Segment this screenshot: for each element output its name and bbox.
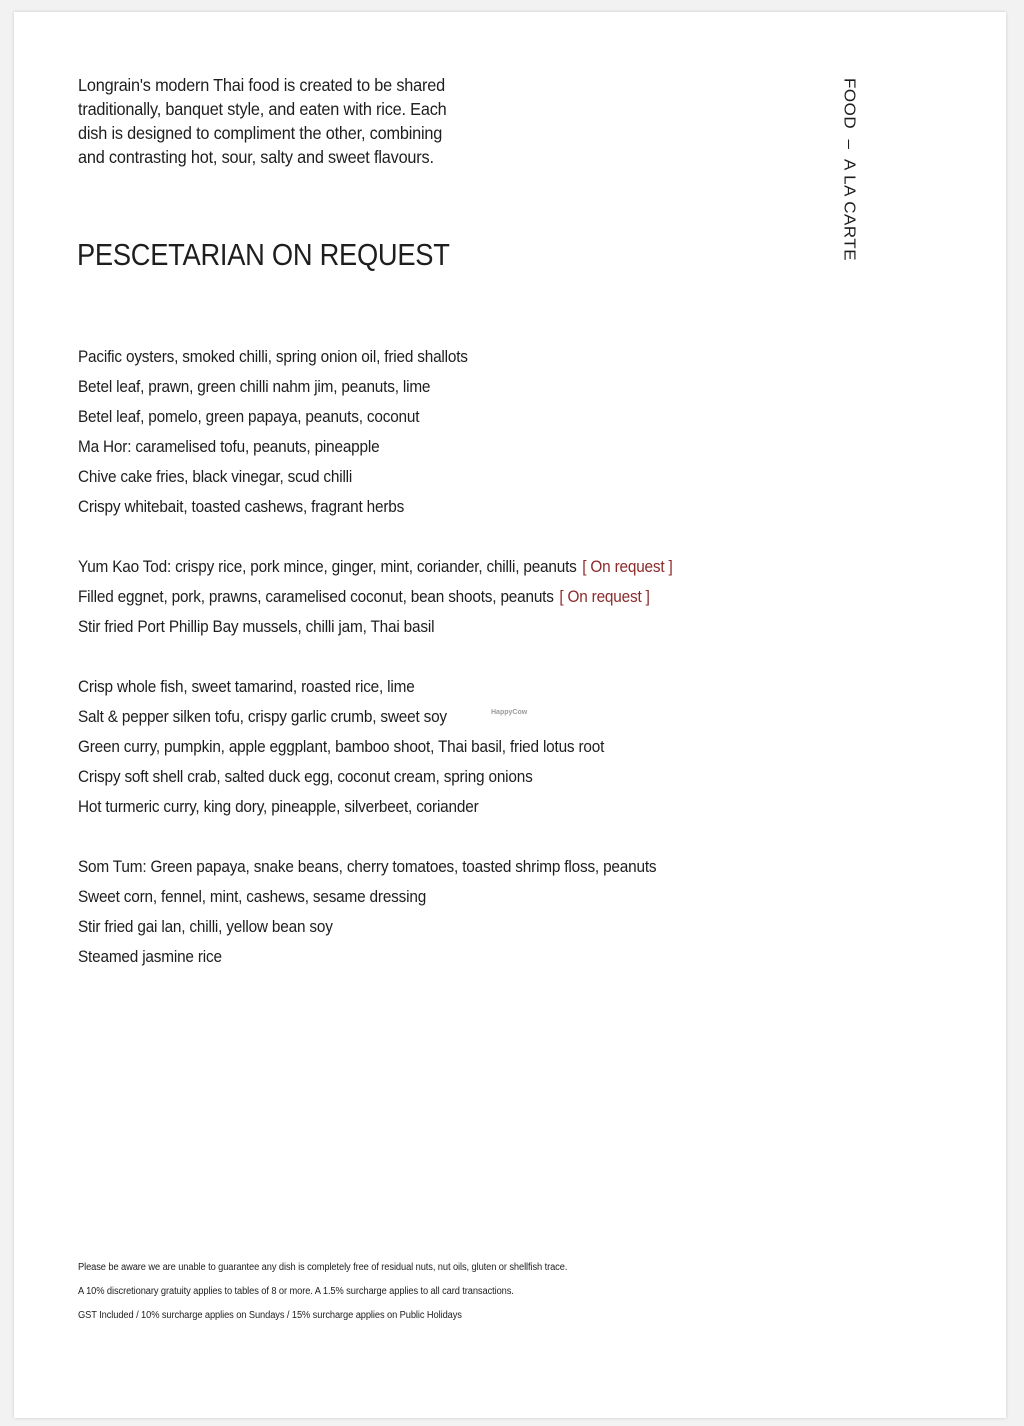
menu-item bbox=[78, 732, 785, 762]
menu-item-text: Sweet corn, fennel, mint, cashews, sesame dressing bbox=[78, 888, 427, 906]
menu-item-text: Som Tum: Green papaya, snake beans, cherry tomatoes, toasted shrimp floss, peanuts bbox=[78, 858, 657, 876]
intro-line: dish is designed to compliment the other, combining bbox=[78, 123, 443, 143]
intro-paragraph bbox=[78, 73, 487, 169]
menu-item-text: Stir fried gai lan, chilli, yellow bean soy bbox=[78, 918, 333, 936]
section-side-label: FOOD – A LA CARTE bbox=[840, 78, 859, 262]
menu-item-text: Crispy whitebait, toasted cashews, fragrant herbs bbox=[78, 498, 405, 516]
menu-item bbox=[78, 852, 785, 882]
menu-item-text: Chive cake fries, black vinegar, scud chilli bbox=[78, 468, 353, 486]
menu-group-starters bbox=[78, 342, 785, 522]
menu-item bbox=[78, 702, 785, 732]
intro-line: Longrain's modern Thai food is created to be shared bbox=[78, 75, 445, 95]
menu-item bbox=[78, 672, 785, 702]
menu-item-text: Green curry, pumpkin, apple eggplant, bamboo shoot, Thai basil, fried lotus root bbox=[78, 738, 605, 756]
menu-group-sides bbox=[78, 852, 785, 972]
menu-group-mains bbox=[78, 672, 785, 822]
watermark: HappyCow bbox=[491, 709, 528, 716]
menu-item bbox=[78, 612, 785, 642]
menu-item bbox=[78, 402, 785, 432]
menu-item bbox=[78, 372, 785, 402]
intro-line: and contrasting hot, sour, salty and sweet flavours. bbox=[78, 147, 434, 167]
menu-item bbox=[78, 462, 785, 492]
menu-item-text: Crispy soft shell crab, salted duck egg, coconut cream, spring onions bbox=[78, 768, 533, 786]
menu-item bbox=[78, 942, 785, 972]
menu-item bbox=[78, 762, 785, 792]
menu-item bbox=[78, 582, 785, 612]
menu-page bbox=[14, 12, 1006, 1418]
menu-item-text: Pacific oysters, smoked chilli, spring onion oil, fried shallots bbox=[78, 348, 468, 366]
menu-item-text: Crisp whole fish, sweet tamarind, roasted rice, lime bbox=[78, 678, 415, 696]
footer-note: GST Included / 10% surcharge applies on Sundays / 15% surcharge applies on Public Holidays bbox=[78, 1310, 462, 1321]
on-request-tag: [ On request ] bbox=[559, 588, 650, 606]
menu-item bbox=[78, 492, 785, 522]
menu-item-text: Hot turmeric curry, king dory, pineapple, silverbeet, coriander bbox=[78, 798, 479, 816]
intro-line: traditionally, banquet style, and eaten with rice. Each bbox=[78, 99, 447, 119]
menu-item-text: Ma Hor: caramelised tofu, peanuts, pineapple bbox=[78, 438, 380, 456]
menu-item bbox=[78, 342, 785, 372]
menu-item bbox=[78, 792, 785, 822]
menu-item-text: Steamed jasmine rice bbox=[78, 948, 222, 966]
page-title: PESCETARIAN ON REQUEST bbox=[77, 237, 450, 272]
menu-item bbox=[78, 432, 785, 462]
menu-group-small-plates bbox=[78, 552, 785, 642]
menu-item-text: Betel leaf, pomelo, green papaya, peanuts, coconut bbox=[78, 408, 420, 426]
footer-notes bbox=[78, 1262, 729, 1334]
footer-note: A 10% discretionary gratuity applies to tables of 8 or more. A 1.5% surcharge applies to all card transactions. bbox=[78, 1286, 514, 1297]
menu-item-text: Stir fried Port Phillip Bay mussels, chilli jam, Thai basil bbox=[78, 618, 435, 636]
on-request-tag: [ On request ] bbox=[582, 558, 673, 576]
menu-item bbox=[78, 552, 785, 582]
menu-item-text: Salt & pepper silken tofu, crispy garlic crumb, sweet soy bbox=[78, 708, 447, 726]
menu-item bbox=[78, 912, 785, 942]
menu-item bbox=[78, 882, 785, 912]
menu-item-text: Betel leaf, prawn, green chilli nahm jim, peanuts, lime bbox=[78, 378, 431, 396]
footer-note: Please be aware we are unable to guarantee any dish is completely free of residual nuts, nut oils, gluten or shellfish trace. bbox=[78, 1262, 568, 1273]
menu-item-text: Filled eggnet, pork, prawns, caramelised coconut, bean shoots, peanuts bbox=[78, 588, 554, 606]
menu-list bbox=[78, 342, 785, 1002]
menu-item-text: Yum Kao Tod: crispy rice, pork mince, ginger, mint, coriander, chilli, peanuts bbox=[78, 558, 577, 576]
